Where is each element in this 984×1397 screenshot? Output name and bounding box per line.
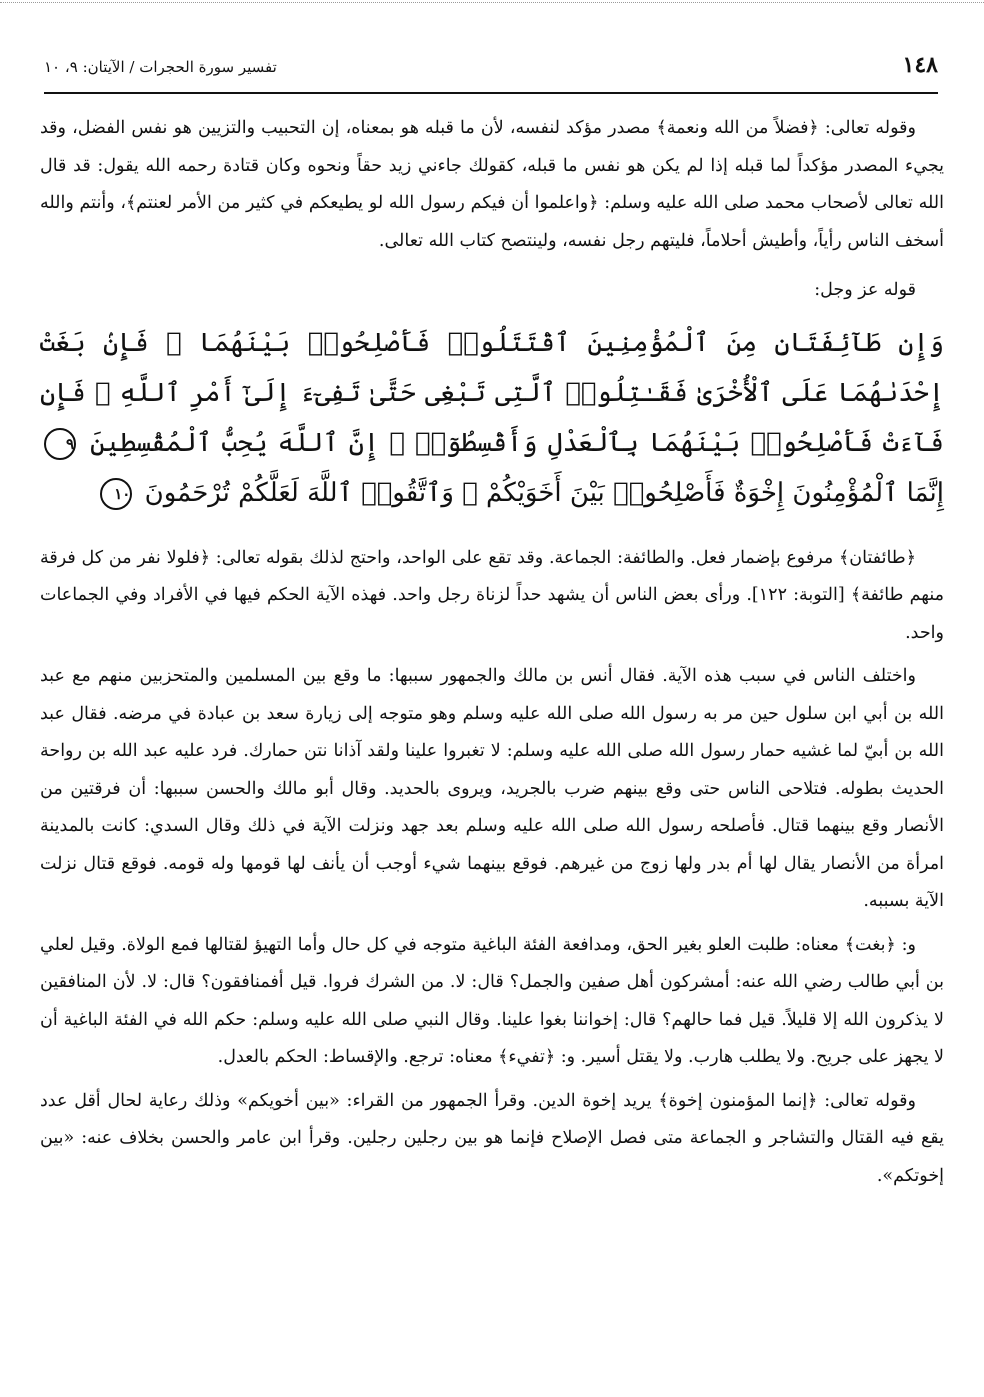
verse-10-number: ١٠: [100, 478, 132, 510]
verse-9-number: ٩: [44, 428, 76, 460]
commentary-paragraph-1: ﴿طائفتان﴾ مرفوع بإضمار فعل. والطائفة: الجماعة. وقد تقع على الواحد، واحتج لذلك بقوله تعالى: ﴿فلولا نفر من كل فرقة منهم طائفة﴾ [التوبة: ١٢٢]. ورأى بعض الناس أن يشهد حداً لزناة رجل واحد. فهذه الآية الحكم فيها في الأفراد وفي الجماعات واحد.: [40, 547, 944, 643]
verse-intro: قوله عز وجل:: [814, 280, 916, 300]
page-number: ١٤٨: [902, 52, 938, 78]
running-title: تفسير سورة الحجرات / الآيتان: ٩، ١٠: [44, 58, 277, 76]
verse-9-text: وَإِن طَآئِفَتَانِ مِنَ ٱلْمُؤْمِنِينَ ٱقْتَتَلُوا۟ فَأَصْلِحُوا۟ بَيْنَهُمَا ۖ فَإِنۢ بَغَتْ إِحْدَىٰهُمَا عَلَى ٱلْأُخْرَىٰ فَقَـٰتِلُوا۟ ٱلَّتِى تَبْغِى حَتَّىٰ تَفِىٓءَ إِلَىٰٓ أَمْرِ ٱللَّهِ ۚ فَإِن فَآءَتْ فَأَصْلِحُوا۟ بَيْنَهُمَا بِٱلْعَدْلِ وَأَقْسِطُوٓا۟ ۖ إِنَّ ٱللَّهَ يُحِبُّ ٱلْمُقْسِطِينَ: [40, 327, 944, 458]
intro-paragraph: وقوله تعالى: ﴿فضلاً من الله ونعمة﴾ مصدر مؤكد لنفسه، لأن ما قبله هو بمعناه، إن التحبيب والتزيين هو نفس الفضل، وقد يجيء المصدر مؤكداً لما قبله إذا لم يكن هو نفس ما قبله، كقولك جاءني زيد حقاً ونحوه وكان قتادة رحمه الله يقول: قد قال الله تعالى لأصحاب محمد صلى الله عليه وسلم: ﴿واعلموا أن فيكم رسول الله لو يطيعكم في كثير من الأمر لعنتم﴾، وأنتم والله أسخف الناس رأياً، وأطيش أحلاماً، فليتهم رجل نفسه، ولينتصح كتاب الله تعالى.: [40, 118, 944, 251]
quran-verses: [40, 318, 944, 518]
page-body: [40, 110, 944, 1195]
scan-edge: [0, 2, 984, 11]
commentary-paragraph-3: و: ﴿بغت﴾ معناه: طلبت العلو بغير الحق، ومدافعة الفئة الباغية متوجه في كل حال وأما التهيؤ لقتالها فمع الولاة. وقيل لعلي بن أبي طالب رضي الله عنه: أمشركون أهل صفين والجمل؟ قال: لا. من الشرك فروا. قيل أفمنافقون؟ قال: لا. لأن المنافقين لا يذكرون الله إلا قليلاً. قيل فما حالهم؟ قال: إخواننا بغوا علينا. وقال النبي صلى الله عليه وسلم: حكم الله في الفئة الباغية أن لا يجهز على جريح. ولا يطلب هارب. ولا يقتل أسير. و: ﴿تفيء﴾ معناه: ترجع. والإقساط: الحكم بالعدل.: [40, 934, 944, 1067]
commentary-paragraph-4: وقوله تعالى: ﴿إنما المؤمنون إخوة﴾ يريد إخوة الدين. وقرأ الجمهور من القراء: «بين أخويكم» وذلك رعاية لحال أقل عدد يقع فيه القتال والتشاجر و الجماعة متى فصل الإصلاح فإنما هو بين رجلين رجلين. وقرأ ابن عامر والحسن بخلاف عنه: «بين إخوتكم».: [40, 1090, 944, 1186]
page-header: [44, 52, 938, 94]
commentary-paragraph-2: واختلف الناس في سبب هذه الآية. فقال أنس بن مالك والجمهور سببها: ما وقع بين المسلمين والمتحزبين منهم مع عبد الله بن أبي ابن سلول حين مر به رسول الله صلى الله عليه وسلم وهو متوجه إلى زيارة سعد بن عبادة في مرضه. فقال عبد الله بن أبيّ لما غشيه حمار رسول الله صلى الله عليه وسلم: لا تغبروا علينا ولقد آذانا نتن حمارك. فرد عليه عبد الله بن رواحة الحديث بطوله. فتلاحى الناس حتى وقع بينهم ضرب بالجريد، ويروى بالحديد. وقال أبو مالك والحسن سببها: أن فرقتين من الأنصار وقع بينهما قتال. فأصلحه رسول الله صلى الله عليه وسلم بعد جهد ونزلت الآية في ذلك وقال السدي: كانت بالمدينة امرأة من الأنصار يقال لها أم بدر ولها زوج من غيرهم. فوقع بينهما شيء أوجب أن يأنف لها قومها وله قومه. فوقع قتال نزلت الآية بسببه.: [40, 666, 944, 911]
verse-10-text: إِنَّمَا ٱلْمُؤْمِنُونَ إِخْوَةٌ فَأَصْلِحُوا۟ بَيْنَ أَخَوَيْكُمْ ۚ وَٱتَّقُوا۟ ٱللَّهَ لَعَلَّكُمْ تُرْحَمُونَ: [144, 477, 944, 508]
